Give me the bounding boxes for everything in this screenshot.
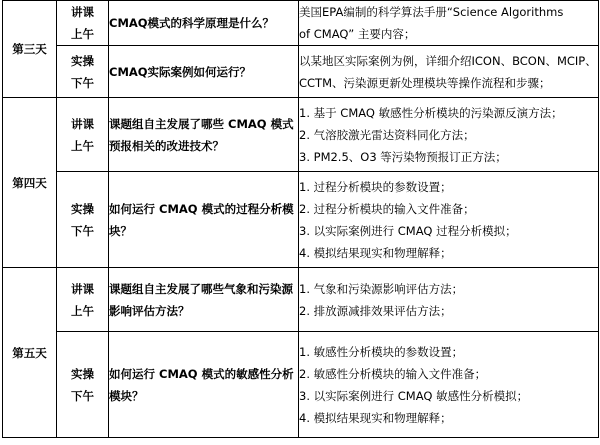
session-time: 上午 — [71, 303, 94, 318]
content-line: of CMAQ” 主要内容； — [299, 27, 416, 41]
table-row — [3, 98, 599, 172]
question-cell: 课题组自主发展了哪些气象和污染源影响评估方法？ — [109, 268, 299, 332]
content-cell — [299, 46, 599, 98]
session-time: 上午 — [71, 138, 94, 153]
content-line: 3. 以实际案例进行 CMAQ 过程分析模拟； — [299, 223, 517, 238]
content-cell — [299, 1, 599, 46]
content-line: 4. 模拟结果现实和物理解释； — [299, 245, 452, 260]
table-row — [3, 268, 599, 332]
session-type: 讲课 — [71, 116, 94, 131]
day-label: 第四天 — [3, 98, 57, 268]
content-line: CCTM、污染源更新处理模块等操作流程和步骤； — [299, 75, 551, 90]
session-cell — [57, 172, 109, 268]
content-line: 3. PM2.5、O3 等污染物预报订正方法； — [299, 149, 507, 164]
content-line: 美国EPA编制的科学算法手册“Science Algorithms — [299, 5, 564, 19]
content-line: 4. 模拟结果现实和物理解释； — [299, 410, 452, 425]
session-type: 讲课 — [71, 5, 94, 19]
session-type: 实操 — [71, 366, 94, 381]
content-line: 以某地区实际案例为例，详细介绍ICON、BCON、MCIP、 — [299, 53, 597, 68]
session-cell — [57, 332, 109, 438]
session-cell — [57, 46, 109, 98]
content-line: 2. 气溶胶激光雷达资料同化方法； — [299, 127, 475, 142]
question-cell: 如何运行 CMAQ 模式的敏感性分析模块？ — [109, 332, 299, 438]
session-type: 讲课 — [71, 281, 94, 296]
day-label: 第三天 — [3, 1, 57, 98]
table-row — [3, 1, 599, 46]
content-line: 2. 过程分析模块的输入文件准备； — [299, 201, 475, 216]
session-time: 下午 — [71, 223, 94, 238]
session-cell — [57, 98, 109, 172]
session-type: 实操 — [71, 201, 94, 216]
content-line: 2. 敏感性分析模块的输入文件准备； — [299, 366, 487, 381]
content-line: 3. 以实际案例进行 CMAQ 敏感性分析模拟； — [299, 388, 529, 403]
day-label: 第五天 — [3, 268, 57, 438]
content-line: 2. 排放源减排效果评估方法； — [299, 303, 452, 318]
content-line: 1. 基于 CMAQ 敏感性分析模块的污染源反演方法； — [299, 105, 563, 120]
content-line: 1. 气象和污染源影响评估方法； — [299, 281, 464, 296]
content-cell — [299, 332, 599, 438]
content-cell — [299, 98, 599, 172]
table-row — [3, 332, 599, 438]
question-cell: CMAQ模式的科学原理是什么？ — [109, 1, 299, 46]
content-line: 1. 敏感性分析模块的参数设置； — [299, 344, 464, 359]
session-type: 实操 — [71, 53, 94, 68]
question-cell: 课题组自主发展了哪些 CMAQ 模式预报相关的改进技术？ — [109, 98, 299, 172]
schedule-table — [2, 0, 599, 438]
session-cell — [57, 1, 109, 46]
session-time: 下午 — [71, 388, 94, 403]
content-cell — [299, 172, 599, 268]
question-cell: CMAQ实际案例如何运行？ — [109, 46, 299, 98]
session-cell — [57, 268, 109, 332]
table-row — [3, 172, 599, 268]
content-line: 1. 过程分析模块的参数设置； — [299, 179, 452, 194]
question-cell: 如何运行 CMAQ 模式的过程分析模块？ — [109, 172, 299, 268]
session-time: 下午 — [71, 75, 94, 90]
session-time: 上午 — [71, 27, 94, 41]
table-row — [3, 46, 599, 98]
content-cell — [299, 268, 599, 332]
